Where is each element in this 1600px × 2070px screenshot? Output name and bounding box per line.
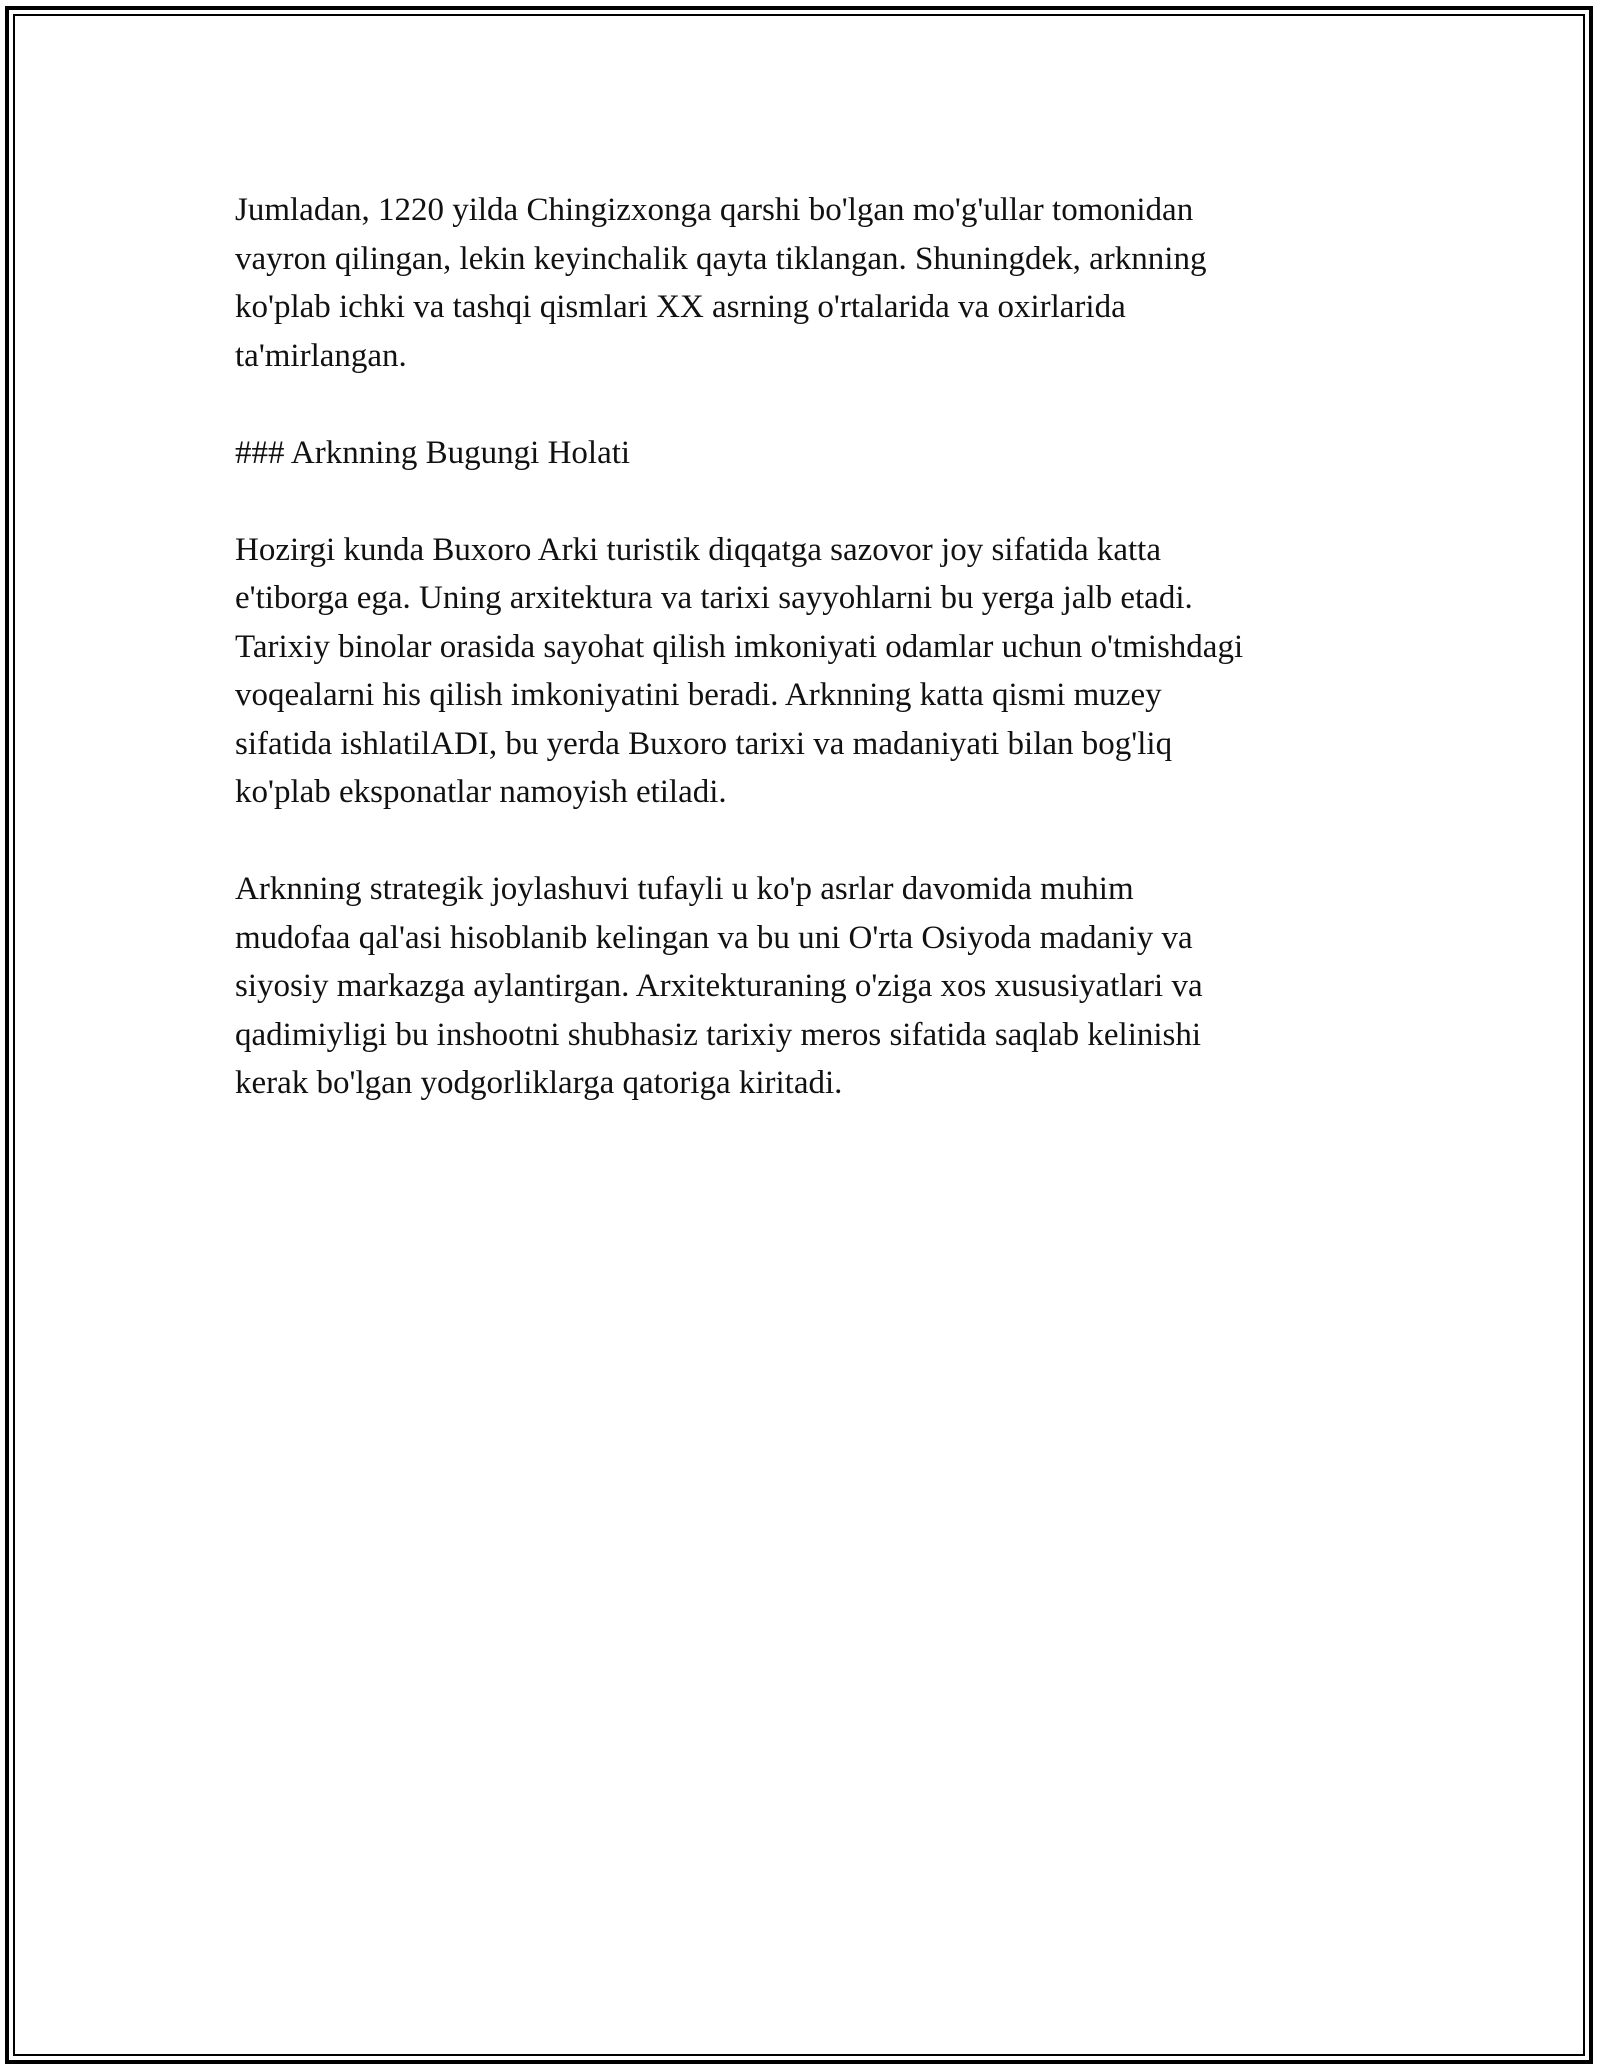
document-body xyxy=(235,186,1385,1156)
paragraph-history-restoration: Jumladan, 1220 yilda Chingizxonga qarshi bo'lgan mo'g'ullar tomonidan vayron qilingan, lekin keyinchalik qayta tiklangan. Shuningdek, arknning ko'plab ichki va tashqi qismlari XX asrning o'rtalarida va oxirlarida ta'mirlangan. xyxy=(235,192,1207,374)
paragraph-strategic-location: Arknning strategik joylashuvi tufayli u ko'p asrlar davomida muhim mudofaa qal'asi hisoblanib kelingan va bu uni O'rta Osiyoda madaniy va siyosiy markazga aylantirgan. Arxitekturaning o'ziga xos xususiyatlari va qadimiyligi bu inshootni shubhasiz tarixiy meros sifatida saqlab kelinishi kerak bo'lgan yodgorliklarga qatoriga kiritadi. xyxy=(235,871,1203,1101)
paragraph-current-state: Hozirgi kunda Buxoro Arki turistik diqqatga sazovor joy sifatida katta e'tiborga ega. Uning arxitektura va tarixi sayyohlarni bu yerga jalb etadi. Tarixiy binolar orasida sayohat qilish imkoniyati odamlar uchun o'tmishdagi voqealarni his qilish imkoniyatini beradi. Arknning katta qismi muzey sifatida ishlatilADI, bu yerda Buxoro tarixi va madaniyati bilan bog'liq ko'plab eksponatlar namoyish etiladi. xyxy=(235,531,1244,810)
section-heading: ### Arknning Bugungi Holati xyxy=(235,434,631,471)
